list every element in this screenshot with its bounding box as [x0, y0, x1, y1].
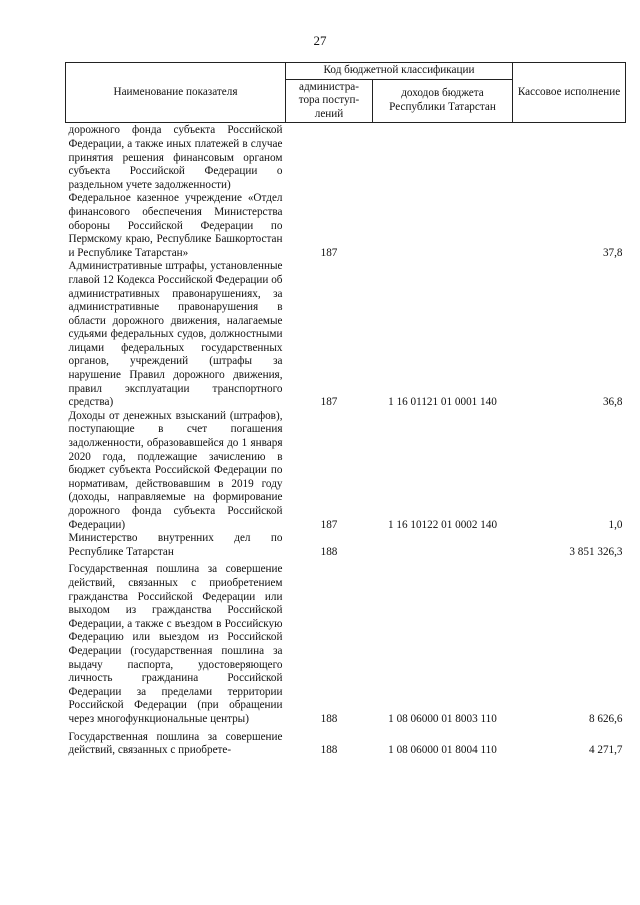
row-name: Государственная пошлина за совершение действий, связанных с приобретением гражданства Российской Федерации или выходом из гражданства Российской Федерации, а также с въездом в Российскую Федерацию или выездом из Российской Федерации (государственная пошлина за выдачу паспорта, удостоверяющего личность гражданина Российской Федерации за пределами территории Российской Федерации (при обращении через многофункциональные центры): [68, 563, 283, 725]
table-row: [66, 123, 626, 192]
page-number: 27: [313, 33, 327, 48]
row-admin-code: 187: [320, 396, 338, 409]
row-admin-code: 188: [320, 744, 338, 757]
row-amount: 8 626,6: [588, 712, 623, 725]
budget-revenue-table: [65, 62, 626, 758]
table-row: [66, 192, 626, 260]
row-revenue-code: 1 16 01121 01 0001 140: [388, 396, 497, 409]
row-revenue-code: [373, 123, 513, 192]
table-row: [66, 563, 626, 730]
row-amount: 4 271,7: [588, 744, 623, 757]
row-name: Административные штрафы, установленные главой 12 Кодекса Российской Федерации об административных правонарушениях, за административные правонарушения в области дорожного движения, налагаемые судьями федеральных судов, должностными лицами федеральных государственных органов, учреждений (штрафы за нарушение Правил дорожного движения, правил эксплуатации транспортного средства): [68, 260, 283, 409]
row-amount: 36,8: [602, 396, 623, 409]
row-name: Министерство внутренних дел по Республике Татарстан: [68, 532, 283, 558]
row-amount: 37,8: [602, 246, 623, 259]
row-revenue-code: 1 16 10122 01 0002 140: [387, 518, 498, 531]
row-admin-code: 187: [320, 246, 338, 259]
table-row: [66, 731, 626, 758]
row-amount: 3 851 326,3: [569, 545, 623, 558]
row-admin-code: 187: [320, 518, 338, 531]
row-admin-code: 188: [320, 545, 338, 558]
row-amount: [513, 123, 626, 192]
row-amount: 1,0: [608, 518, 623, 531]
row-revenue-code: [373, 532, 513, 563]
header-revenue-code: доходов бюджета Республики Татарстан: [373, 79, 513, 123]
header-budget-classification-code: Код бюджетной классификации: [286, 63, 513, 80]
header-cash-execution: Кассовое исполнение: [513, 63, 626, 123]
header-revenue-administrator: администра-тора поступ-лений: [286, 79, 373, 123]
row-name: Государственная пошлина за совершение действий, связанных с приобрете-: [68, 730, 283, 757]
row-name: дорожного фонда субъекта Российской Федерации, а также иных платежей в случае принятия решения финансовым органом субъекта Российской Федерации о раздельном учете задолженности): [68, 124, 283, 191]
row-revenue-code: 1 08 06000 01 8004 110: [388, 744, 497, 757]
table-row: [66, 532, 626, 563]
table-row: [66, 260, 626, 410]
header-indicator-name: Наименование показателя: [66, 63, 286, 123]
row-revenue-code: 1 08 06000 01 8003 110: [388, 712, 497, 725]
table-row: [66, 410, 626, 532]
row-name: Доходы от денежных взысканий (штрафов), поступающие в счет погашения задолженности, образовавшейся до 1 января 2020 года, подлежащие зачислению в бюджет субъекта Российской Федерации по нормативам, действовавшим в 2019 году (доходы, направляемые на формирование дорожного фонда субъекта Российской Федерации): [68, 409, 283, 531]
row-revenue-code: [373, 192, 513, 260]
row-name: Федеральное казенное учреждение «Отдел финансового обеспечения Министерства обороны Российской Федерации по Пермскому краю, Республике Башкортостан и Республике Татарстан»: [68, 192, 283, 259]
row-admin-code: 188: [320, 712, 338, 725]
row-admin-code: [286, 123, 373, 192]
